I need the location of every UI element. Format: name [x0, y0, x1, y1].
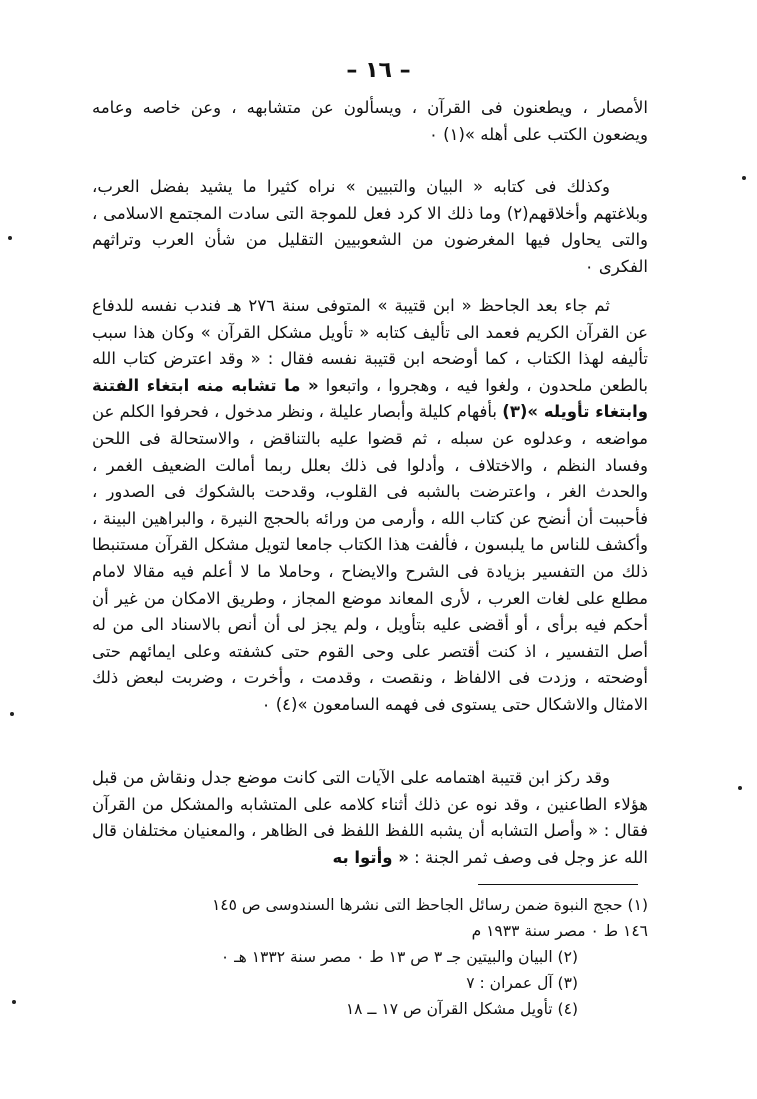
paragraph-continuation: الأمصار ، ويطعنون فى القرآن ، ويسألون عن متشابهه ، وعن خاصه وعامه ويضعون الكتب على أهله »(١) ٠ [92, 98, 648, 144]
paragraph-ibn-qutayba-intro: ثم جاء بعد الجاحظ « ابن قتيبة » المتوفى سنة ٢٧٦ هـ فندب نفسه للدفاع عن القرآن الكريم فعمد الى تأليف كتابه « تأويل مشكل القرآن » وكان هذا سبب تأليفه لهذا الكتاب ، كما أوضحه ابن قتيبة نفسه فقال : « وقد اعترض كتاب الله بالطعن ملحدون ، ولغوا فيه ، وهجروا ، واتبعوا [92, 296, 649, 395]
paragraph-mutashabih-text: وقد ركز ابن قتيبة اهتمامه على الآيات التى كانت موضع جدل ونقاش من قبل هؤلاء الطاعنين ، وقد نوه عن ذلك أثناء كلامه على المتشابه والمشكل من القرآن فقال : « وأصل التشابه أن يشبه اللفظ اللفظ فى الظاهر ، والمعنيان مختلفان قال الله عز وجل فى وصف ثمر الجنة : [92, 768, 648, 867]
paragraph-mutashabih [92, 765, 648, 871]
paragraph-jahiz-bayan: وكذلك فى كتابه « البيان والتبيين » نراه كثيرا ما يشيد بفضل العرب، وبلاغتهم وأخلاقهم(٢) وما ذلك الا كرد فعل للموجة التى سادت المجتمع الاسلامى ، والتى يحاول فيها المغرضون من الشعوبيين التقليل من شأن العرب وتراثهم الفكرى ٠ [92, 177, 649, 276]
paragraph-ibn-qutayba [92, 293, 648, 719]
footnote-4: (٤) تأويل مشكل القرآن ص ١٧ ــ ١٨ [345, 1000, 578, 1018]
scan-speck [12, 1000, 16, 1004]
footnote-1-line-2: ١٤٦ ط ٠ مصر سنة ١٩٣٣ م [471, 922, 648, 940]
quran-quote-bold-end: « وأتوا به [332, 847, 409, 867]
footnote-separator [478, 884, 638, 885]
quran-quote-bold: « ما تشابه منه ابتغاء الفتنة وابتغاء تأويله »(٣) [92, 375, 649, 422]
scan-speck [10, 712, 14, 716]
footnote-2: (٢) البيان والبيتين جـ ٣ ص ١٣ ط ٠ مصر سنة ١٣٣٢ هـ ٠ [220, 948, 578, 966]
footnote-1-line-1: (١) حجج النبوة ضمن رسائل الجاحظ التى نشرها السندوسى ص ١٤٥ [211, 896, 648, 914]
scan-speck [8, 236, 12, 240]
paragraph-ibn-qutayba-rest: بأفهام كليلة وأبصار عليلة ، ونظر مدخول ، فحرفوا الكلم عن مواضعه ، وعدلوه عن سبله ، ثم قضوا عليه بالتناقض ، والاستحالة فى اللحن وفساد النظم ، والاختلاف ، وأدلوا فى ذلك بعلل ربما أمالت الضعيف الغمر ، والحدث الغر ، واعترضت بالشبه فى القلوب، وقدحت بالشكوك فى الصدور ، فأحببت أن أنضح عن كتاب الله ، وأرمى من ورائه بالحجج النيرة ، والبراهين البينة ، وأكشف للناس ما يلبسون ، فألفت هذا الكتاب جامعا لتويل مشكل القرآن مستنبطا ذلك من التفسير بزيادة فى الشرح والايضاح ، وحاملا ما لا أعلم فيه مقالا لامام مطلع على لغات العرب ، لأرى المعاند موضع المجاز ، وطريق الامكان من غير أن أحكم فيه برأى ، أو أقضى عليه بتأويل ، ولم يجز لى أن أنص بالاسناد الى من له أصل التفسير ، اذ كنت أقتصر على وحى القوم حتى كشفته وعلى ايمائهم حتى أوضحته ، وزدت فى الالفاظ ، ونقصت ، وقدمت ، وأخرت ، وضربت لبعض ذلك الامثال والاشكال حتى يستوى فى فهمه السامعون »(٤) ٠ [92, 402, 648, 714]
footnotes [92, 892, 648, 1022]
scan-speck [738, 786, 742, 790]
footnote-3: (٣) آل عمران : ٧ [466, 974, 578, 992]
scan-speck [742, 176, 746, 180]
page-number: – ١٦ – [346, 58, 411, 83]
